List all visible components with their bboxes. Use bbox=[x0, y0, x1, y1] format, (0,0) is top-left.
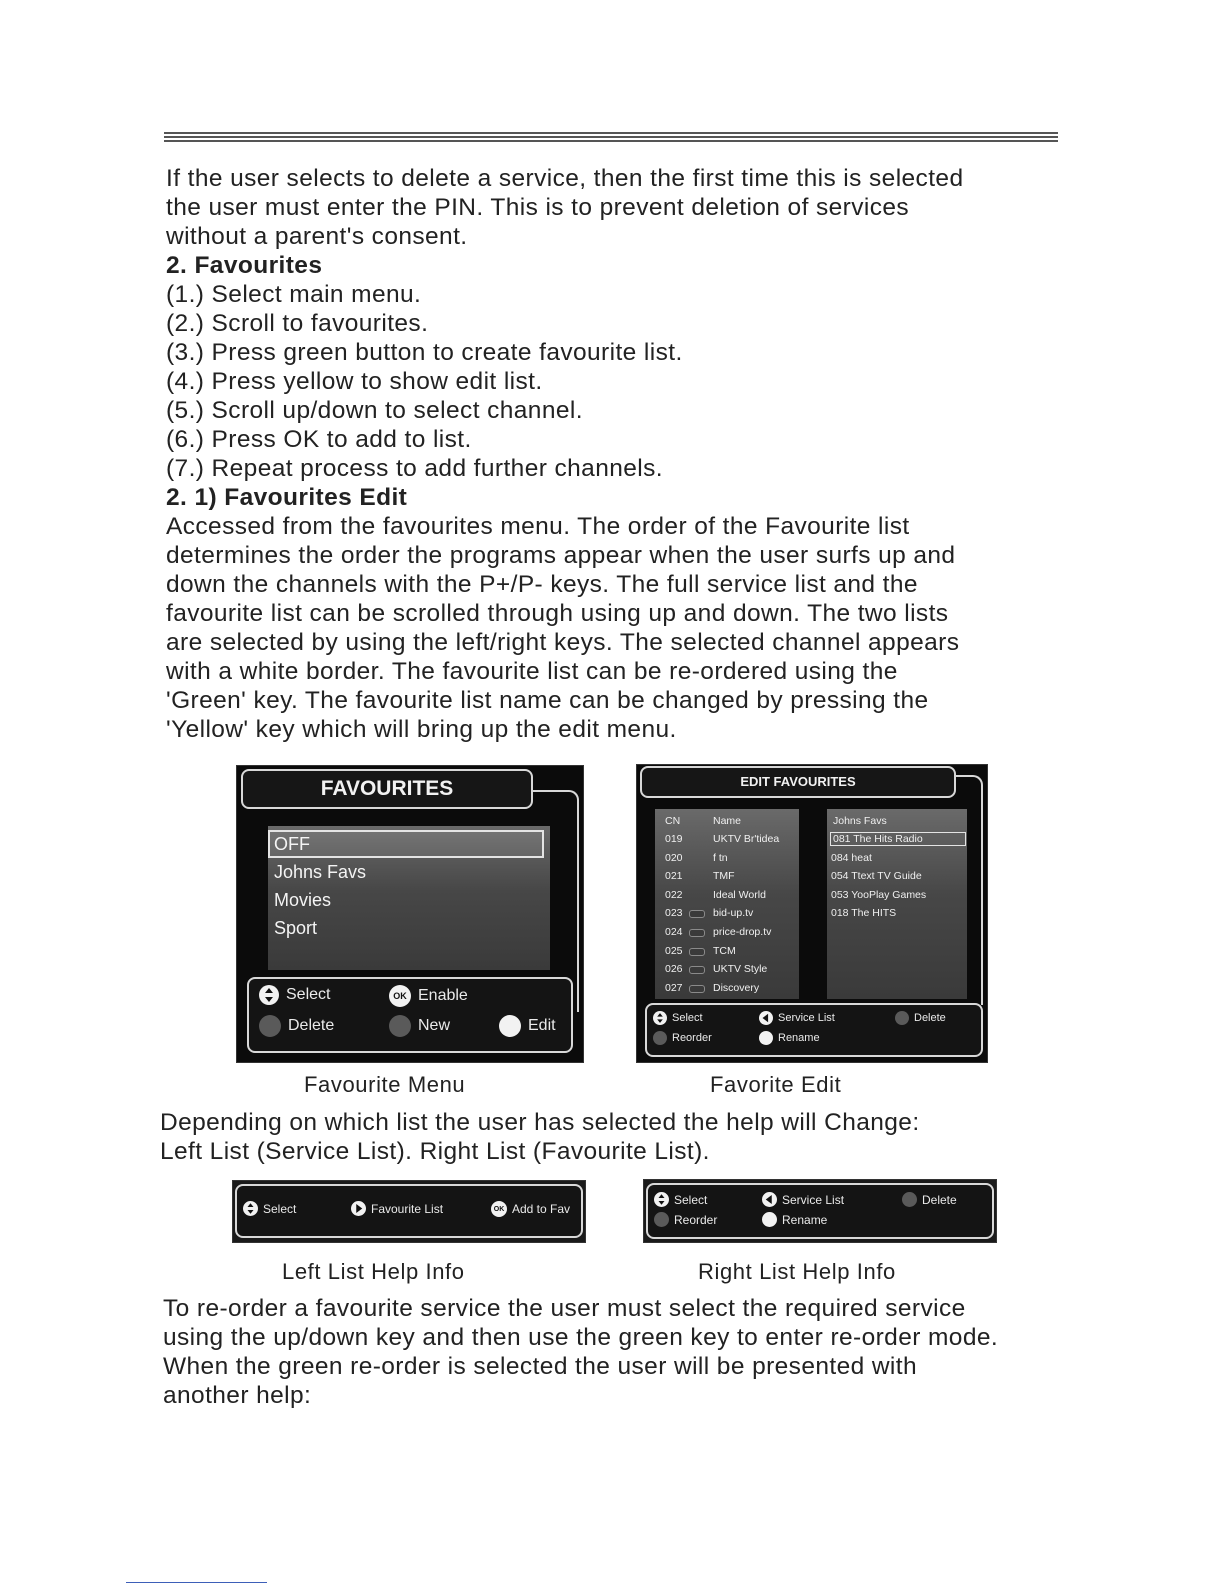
list-item[interactable]: Johns Favs bbox=[274, 862, 367, 882]
text-line: are selected by using the left/right keys. The selected channel appears bbox=[166, 629, 960, 656]
yellow-button-icon bbox=[759, 1031, 773, 1045]
help-rename bbox=[759, 1031, 820, 1045]
help-select bbox=[243, 1201, 296, 1216]
screen-title: EDIT FAVOURITES bbox=[640, 766, 956, 798]
help-reorder bbox=[653, 1031, 712, 1045]
channel-name: TCM bbox=[713, 944, 736, 957]
step-item: (5.) Scroll up/down to select channel. bbox=[166, 397, 583, 424]
text-line: If the user selects to delete a service, then the first time this is selected bbox=[166, 165, 964, 192]
text-line: the user must enter the PIN. This is to prevent deletion of services bbox=[166, 194, 910, 221]
step-item: (1.) Select main menu. bbox=[166, 281, 422, 308]
help-label: Enable bbox=[418, 987, 468, 1004]
bottom-underline bbox=[126, 1582, 267, 1583]
help-rename bbox=[762, 1212, 827, 1227]
help-label: Service List bbox=[782, 1192, 845, 1207]
intro-paragraph bbox=[166, 164, 963, 251]
fav-list-header: Johns Favs bbox=[833, 815, 887, 827]
list-item[interactable]: Sport bbox=[274, 918, 318, 938]
channel-name: bid-up.tv bbox=[713, 907, 754, 920]
help-service-list bbox=[759, 1011, 835, 1025]
favourites-help-bar bbox=[247, 977, 573, 1053]
help-label: Select bbox=[674, 1192, 708, 1207]
fav-row[interactable]: 054 Ttext TV Guide bbox=[831, 870, 922, 883]
channel-number: 025 bbox=[665, 944, 683, 957]
depending-paragraph bbox=[160, 1108, 920, 1166]
channel-number: 021 bbox=[665, 870, 683, 883]
step-item: (6.) Press OK to add to list. bbox=[166, 426, 472, 453]
channel-number: 023 bbox=[665, 907, 683, 920]
text-line: favourite list can be scrolled through using up and down. The two lists bbox=[166, 600, 949, 627]
text-line: without a parent's consent. bbox=[166, 223, 468, 250]
channel-number: 026 bbox=[665, 963, 683, 976]
help-label: Reorder bbox=[672, 1032, 712, 1044]
section-heading: 2. Favourites bbox=[166, 252, 323, 279]
scrambled-icon bbox=[689, 948, 705, 956]
red-button-icon bbox=[902, 1192, 917, 1207]
channel-number: 020 bbox=[665, 851, 683, 864]
text-line: When the green re-order is selected the user will be presented with bbox=[163, 1353, 918, 1380]
header-rule bbox=[164, 132, 1058, 145]
scrambled-icon bbox=[689, 966, 705, 974]
help-label: Rename bbox=[778, 1032, 820, 1044]
list-item-selected[interactable]: OFF bbox=[270, 832, 542, 856]
step-item: (2.) Scroll to favourites. bbox=[166, 310, 429, 337]
channel-name: price-drop.tv bbox=[713, 926, 772, 938]
help-enable bbox=[389, 985, 468, 1007]
text-line: determines the order the programs appear when the user surfs up and bbox=[166, 542, 956, 569]
figure-caption: Favorite Edit bbox=[710, 1072, 842, 1097]
scrambled-icon bbox=[689, 929, 705, 937]
help-add-to-fav bbox=[491, 1201, 570, 1217]
figure-caption: Right List Help Info bbox=[698, 1259, 896, 1284]
text-line: Accessed from the favourites menu. The order of the Favourite list bbox=[166, 513, 910, 540]
up-down-arrow-icon bbox=[654, 1192, 669, 1207]
green-button-icon bbox=[653, 1031, 667, 1045]
right-arrow-icon bbox=[351, 1201, 366, 1216]
step-item: (7.) Repeat process to add further channels. bbox=[166, 455, 663, 482]
text-line: To re-order a favourite service the user must select the required service bbox=[163, 1295, 966, 1322]
figure-caption: Favourite Menu bbox=[304, 1072, 466, 1097]
help-label: Delete bbox=[914, 1012, 946, 1024]
fav-row[interactable]: 084 heat bbox=[831, 851, 872, 864]
help-select bbox=[653, 1011, 703, 1025]
left-arrow-icon bbox=[762, 1192, 777, 1207]
help-reorder bbox=[654, 1212, 717, 1227]
left-arrow-icon bbox=[759, 1011, 773, 1025]
text-line: 'Green' key. The favourite list name can be changed by pressing the bbox=[166, 687, 929, 714]
red-button-icon bbox=[895, 1011, 909, 1025]
scrambled-icon bbox=[689, 985, 705, 993]
channel-number: 027 bbox=[665, 981, 683, 994]
edit-help-bar bbox=[645, 1003, 983, 1057]
help-label: Reorder bbox=[674, 1212, 718, 1227]
ok-button-icon: OK bbox=[491, 1201, 507, 1217]
channel-name: UKTV Style bbox=[713, 963, 768, 976]
help-select bbox=[259, 985, 330, 1005]
help-service-list bbox=[762, 1192, 844, 1207]
fav-row-selected[interactable]: 081 The Hits Radio bbox=[831, 833, 965, 845]
up-down-arrow-icon bbox=[259, 985, 279, 1005]
column-header-cn: CN bbox=[665, 815, 681, 827]
text-line: another help: bbox=[163, 1382, 312, 1409]
yellow-button-icon bbox=[762, 1212, 777, 1227]
figure-caption: Left List Help Info bbox=[282, 1259, 465, 1284]
green-button-icon bbox=[654, 1212, 669, 1227]
fav-row[interactable]: 053 YooPlay Games bbox=[831, 888, 927, 901]
right-help-bar bbox=[646, 1183, 994, 1239]
help-label: Delete bbox=[288, 1017, 335, 1034]
help-new bbox=[389, 1015, 450, 1037]
help-label: Delete bbox=[922, 1192, 957, 1207]
fav-list bbox=[827, 809, 967, 999]
up-down-arrow-icon bbox=[653, 1011, 667, 1025]
channel-number: 019 bbox=[665, 833, 683, 845]
list-item[interactable]: Movies bbox=[274, 890, 332, 910]
help-favourite-list bbox=[351, 1201, 443, 1216]
column-header-name: Name bbox=[713, 815, 742, 827]
help-label: Add to Fav bbox=[512, 1202, 571, 1216]
text-line: Left List (Service List). Right List (Favourite List). bbox=[160, 1138, 710, 1165]
favourites-list-panel bbox=[268, 826, 550, 970]
channel-name: Ideal World bbox=[713, 888, 766, 901]
channel-name: TMF bbox=[713, 870, 735, 883]
reorder-paragraph bbox=[163, 1294, 998, 1410]
screen-title: FAVOURITES bbox=[241, 769, 533, 809]
service-list bbox=[637, 809, 807, 999]
left-help-bar bbox=[235, 1184, 583, 1238]
help-label: New bbox=[418, 1017, 451, 1034]
help-label: Select bbox=[672, 1012, 703, 1024]
green-button-icon bbox=[389, 1015, 411, 1037]
text-line: using the up/down key and then use the green key to enter re-order mode. bbox=[163, 1324, 999, 1351]
text-line: 'Yellow' key which will bring up the edit menu. bbox=[166, 716, 677, 743]
step-item: (3.) Press green button to create favourite list. bbox=[166, 339, 683, 366]
help-select bbox=[654, 1192, 707, 1207]
channel-name: f tn bbox=[713, 851, 728, 864]
fav-row[interactable]: 018 The HITS bbox=[831, 907, 897, 920]
channel-number: 022 bbox=[665, 888, 683, 901]
help-delete bbox=[902, 1192, 957, 1207]
help-label: Select bbox=[286, 986, 331, 1003]
favourites-menu-screenshot bbox=[236, 765, 584, 1063]
channel-name: UKTV Br'tidea bbox=[713, 833, 780, 845]
channel-name: Discovery bbox=[713, 981, 760, 994]
help-delete bbox=[895, 1011, 946, 1025]
left-list-help-screenshot bbox=[232, 1180, 586, 1243]
channel-number: 024 bbox=[665, 926, 683, 938]
help-label: Rename bbox=[782, 1212, 828, 1227]
help-label: Service List bbox=[778, 1012, 835, 1024]
help-label: Edit bbox=[528, 1017, 556, 1034]
help-edit bbox=[499, 1015, 556, 1037]
scrambled-icon bbox=[689, 910, 705, 918]
section-heading: 2. 1) Favourites Edit bbox=[166, 484, 408, 511]
favourites-section bbox=[166, 251, 959, 744]
red-button-icon bbox=[259, 1015, 281, 1037]
help-delete bbox=[259, 1015, 334, 1037]
yellow-button-icon bbox=[499, 1015, 521, 1037]
text-line: Depending on which list the user has selected the help will Change: bbox=[160, 1109, 920, 1136]
help-label: Favourite List bbox=[371, 1201, 444, 1216]
step-item: (4.) Press yellow to show edit list. bbox=[166, 368, 543, 395]
ok-button-icon: OK bbox=[389, 985, 411, 1007]
right-list-help-screenshot bbox=[643, 1179, 997, 1243]
up-down-arrow-icon bbox=[243, 1201, 258, 1216]
help-label: Select bbox=[263, 1201, 297, 1216]
text-line: with a white border. The favourite list can be re-ordered using the bbox=[166, 658, 898, 685]
text-line: down the channels with the P+/P- keys. The full service list and the bbox=[166, 571, 918, 598]
edit-favourites-screenshot bbox=[636, 764, 988, 1063]
